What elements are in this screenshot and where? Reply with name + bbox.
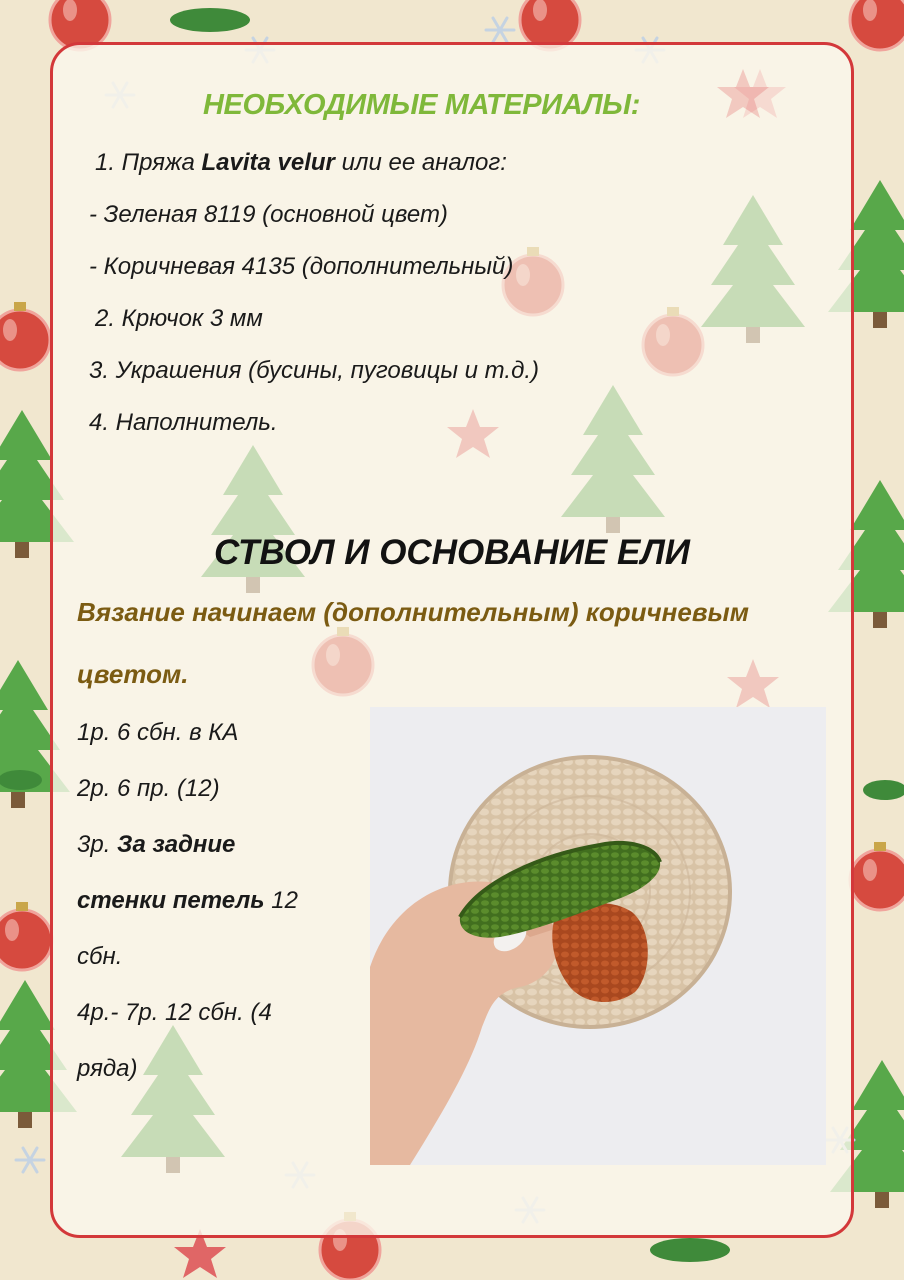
materials-title-text: НЕОБХОДИМЫЕ МАТЕРИАЛЫ xyxy=(203,89,631,121)
material-item-1a: - Зеленая 8119 (основной цвет) xyxy=(89,201,448,228)
materials-title-colon: : xyxy=(630,89,640,121)
material-item-4: 4. Наполнитель. xyxy=(89,409,278,436)
materials-title xyxy=(203,89,640,122)
row-3-tail: сбн. xyxy=(77,943,123,970)
material-item-2: 2. Крючок 3 мм xyxy=(95,305,263,332)
content-card xyxy=(50,42,854,1238)
section-intro-line-2: цветом. xyxy=(77,659,189,689)
crochet-trunk-photo xyxy=(370,707,826,1165)
material-yarn-brand: Lavita velur xyxy=(201,149,335,176)
row-3-pre: 3р. xyxy=(77,831,118,858)
material-item-1-post: или ее аналог: xyxy=(334,149,507,176)
row-3 xyxy=(77,831,235,859)
row-2: 2р. 6 пр. (12) xyxy=(77,775,220,802)
row-3-bold-a: За задние xyxy=(117,831,236,858)
row-4: 4р.- 7р. 12 сбн. (4 xyxy=(77,999,272,1026)
material-item-1 xyxy=(95,149,507,177)
row-3-bold-b: стенки петель xyxy=(77,887,265,914)
row-4-cont: ряда) xyxy=(77,1055,138,1082)
row-3-cont xyxy=(77,887,298,915)
row-1: 1р. 6 сбн. в КА xyxy=(77,719,239,746)
row-3-post: 12 xyxy=(264,887,298,914)
section-intro-line-1: Вязание начинаем (дополнительным) коричневым xyxy=(77,597,749,627)
section-title: СТВОЛ И ОСНОВАНИЕ ЕЛИ xyxy=(214,533,690,572)
material-item-1-pre: 1. Пряжа xyxy=(95,149,202,176)
material-item-3: 3. Украшения (бусины, пуговицы и т.д.) xyxy=(89,357,539,384)
material-item-1b: - Коричневая 4135 (дополнительный) xyxy=(89,253,514,280)
